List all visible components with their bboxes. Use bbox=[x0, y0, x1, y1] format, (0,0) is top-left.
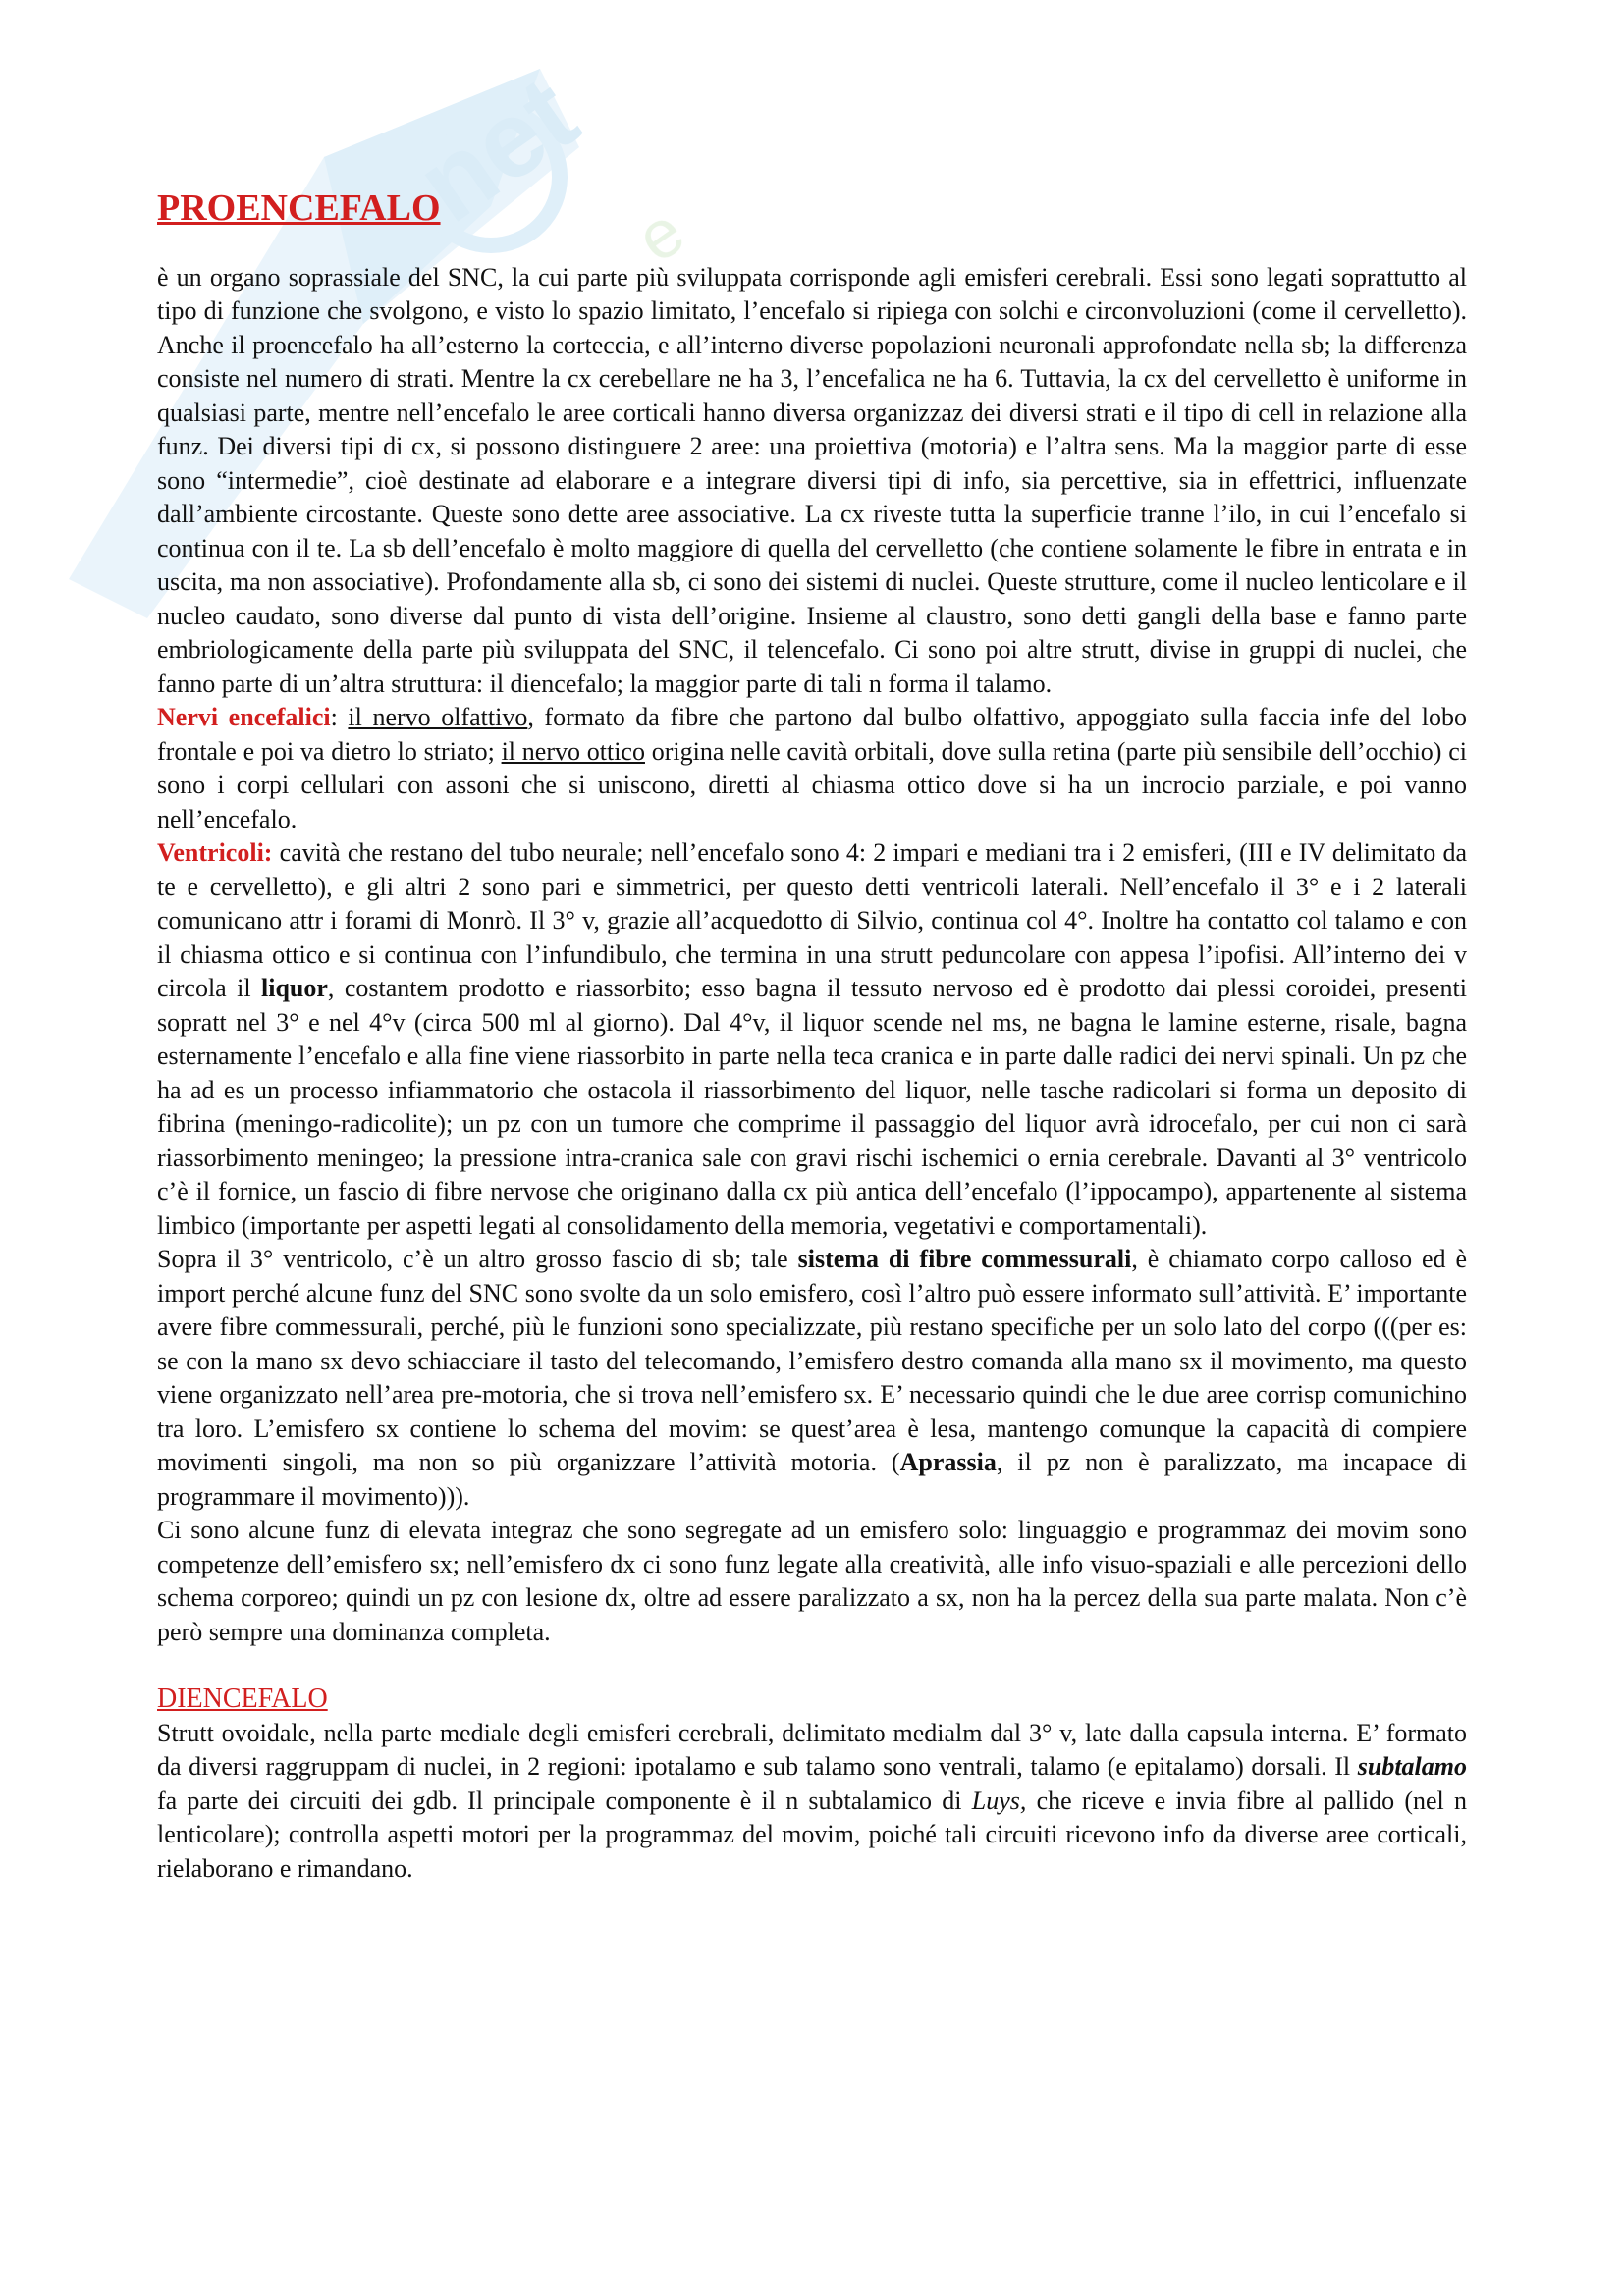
diencefalo-title: DIENCEFALO bbox=[157, 1683, 328, 1715]
label-ventricoli: Ventricoli: bbox=[157, 838, 273, 868]
document-page bbox=[157, 187, 1467, 1886]
term-luys: Luys, bbox=[971, 1786, 1027, 1815]
paragraph-ventricoli bbox=[157, 836, 1467, 1243]
text-calloso-3: , il pz non è paralizzato, ma incapace di programmare il movimento))). bbox=[157, 1448, 1468, 1511]
section-gap bbox=[157, 1649, 1467, 1682]
text-diencefalo-2: fa parte dei circuiti dei gdb. Il principale componente è il n subtalamico di bbox=[157, 1786, 972, 1815]
text-ventricoli-2: , costantem prodotto e riassorbito; esso bagna il tessuto nervoso ed è prodotto dai plessi coroidei, presenti sopratt nel 3° e nel 4°v (circa 500 ml al giorno). Dal 4°v, il liquor scende nel ms, ne bagna le lamine esterne, risale, bagna esternamente l’encefalo e alla fine viene riassorbito in parte nella teca cranica e in parte dalle radici dei nervi spinali. Un pz che ha ad es un processo infiammatorio che ostacola il riassorbimento del liquor, nelle tasche radicolari si forma un deposito di fibrina (meningo-radicolite); un pz con un tumore che comprime il passaggio del liquor avrà idrocefalo, per cui non ci sarà riassorbimento meningeo; la pressione intra-cranica sale con gravi rischi ischemici o ernia cerebrale. Davanti al 3° ventricolo c’è il fornice, un fascio di fibre nervose che originano dalla cx più antica dell’encefalo (l’ippocampo), appartenente al sistema limbico (importante per aspetti legati al consolidamento della memoria, vegetativi e comportamentali). bbox=[157, 974, 1467, 1240]
text-diencefalo-3: che riceve e invia fibre al pallido (nel n lenticolare); controlla aspetti motori per la programmaz del movim, poiché tali circuiti ricevono info da diverse aree corticali, rielaborano e rimandano. bbox=[157, 1786, 1468, 1883]
watermark-subtext: e bbox=[622, 192, 698, 278]
term-aprassia: Aprassia bbox=[899, 1448, 997, 1477]
paragraph-lateralizzazione: Ci sono alcune funz di elevata integraz che sono segregate ad un emisfero solo: linguaggio e programmaz dei movim sono competenze dell’emisfero sx; nell’emisfero dx ci sono funz legate alla creatività, alle info visuo-spaziali e alle percezioni dello schema corporeo; quindi un pz con lesione dx, oltre ad essere paralizzato a sx, non ha la percez della sua parte malata. Non c’è però sempre una dominanza completa. bbox=[157, 1516, 1467, 1646]
paragraph-diencefalo bbox=[157, 1717, 1467, 1887]
term-nervo-olfattivo: il nervo olfattivo bbox=[348, 703, 528, 732]
text-olfattivo-desc: , formato da fibre che partono dal bulbo olfattivo, appoggiato sulla faccia infe del lobo frontale e poi va dietro lo striato; bbox=[157, 703, 1467, 766]
text-diencefalo-1: Strutt ovoidale, nella parte mediale degli emisferi cerebrali, delimitato medialm dal 3° v, late dalla capsula interna. E’ formato da diversi raggruppam di nuclei, in 2 regioni: ipotalamo e sub talamo sono ventrali, talamo (e epitalamo) dorsali. Il bbox=[157, 1718, 1467, 1782]
term-liquor: liquor bbox=[261, 974, 328, 1003]
paragraph-corpo-calloso bbox=[157, 1243, 1467, 1514]
text-ventricoli-1: cavità che restano del tubo neurale; nell’encefalo sono 4: 2 impari e mediani tra i 2 emisferi, (III e IV delimitato da te e cervelletto), e gli altri 2 sono pari e simmetrici, per questo detti ventricoli laterali. Nell’encefalo il 3° e i 2 laterali comunicano attr i forami di Monrò. Il 3° v, grazie all’acquedotto di Silvio, continua col 4°. Inoltre ha contatto col talamo e con il chiasma ottico e si continua con l’infundibulo, che termina in una strutt peduncolare con appesa l’ipofisi. All’interno dei v circola il bbox=[157, 838, 1467, 1003]
page-title: PROENCEFALO bbox=[157, 187, 441, 229]
term-subtalamo: subtalamo bbox=[1357, 1752, 1467, 1782]
text-sep: : bbox=[330, 703, 349, 732]
paragraph-intro: è un organo soprassiale del SNC, la cui parte più sviluppata corrisponde agli emisferi cerebrali. Essi sono legati soprattutto al tipo di funzione che svolgono, e visto lo spazio limitato, l’encefalo si ripiega con solchi e circonvoluzioni (come il cervelletto). Anche il proencefalo ha all’esterno la corteccia, e all’interno diverse popolazioni neuronali approfondate nella sb; la differenza consiste nel numero di strati. Mentre la cx cerebellare ne ha 3, l’encefalica ne ha 6. Tuttavia, la cx del cervelletto è uniforme in qualsiasi parte, mentre nell’encefalo le aree corticali hanno diversa organizzaz dei diversi strati e il tipo di cell in relazione alla funz. Dei diversi tipi di cx, si possono distinguere 2 aree: una proiettiva (motoria) e l’altra sens. Ma la maggior parte di esse sono “intermedie”, cioè destinate ad elaborare e a integrare diversi tipi di info, sia percettive, sia in effettrici, influenzate dall’ambiente circostante. Queste sono dette aree associative. La cx riveste tutta la superficie tranne l’ilo, in cui l’encefalo si continua con il te. La sb dell’encefalo è molto maggiore di quella del cervelletto (che contiene solamente le fibre in entrata e in uscita, ma non associative). Profondamente alla sb, ci sono dei sistemi di nuclei. Queste strutture, come il nucleo lenticolare e il nucleo caudato, sono diverse dal punto di vista dell’origine. Insieme al claustro, sono detti gangli della base e fanno parte embriologicamente della parte più sviluppata del SNC, il telencefalo. Ci sono poi altre strutt, divise in gruppi di nuclei, che fanno parte di un’altra struttura: il diencefalo; la maggior parte di tali n forma il talamo. bbox=[157, 262, 1467, 698]
text-ottico-desc: origina nelle cavità orbitali, dove sulla retina (parte più sensibile dell’occhio) ci sono i corpi cellulari con assoni che si uniscono, diretti al chiasma ottico dove si ha un incrocio parziale, e poi vanno nell’encefalo. bbox=[157, 736, 1467, 833]
paragraph-nervi-encefalici bbox=[157, 701, 1467, 836]
label-nervi-encefalici: Nervi encefalici bbox=[157, 703, 331, 732]
watermark-text: net bbox=[396, 53, 598, 245]
term-fibre-commessurali: sistema di fibre commessurali bbox=[797, 1245, 1132, 1274]
text-calloso-2: , è chiamato corpo calloso ed è import perché alcune funz del SNC sono svolte da un solo emisfero, così l’altro può essere informato sull’attività. E’ importante avere fibre commessurali, perché, più le funzioni sono specializzate, più restano specifiche per un solo lato del corpo (((per es: se con la mano sx devo schiacciare il tasto del telecomando, l’emisfero destro comanda alla mano sx il movimento, ma questo viene organizzato nell’area pre-motoria, che si trova nell’emisfero sx. E’ necessario quindi che le due aree corrisp comunichino tra loro. L’emisfero sx contiene lo schema del movim: se quest’area è lesa, mantengo comunque la capacità di compiere movimenti singoli, ma non so più organizzare l’attività motoria. ( bbox=[157, 1245, 1467, 1477]
term-nervo-ottico: il nervo ottico bbox=[501, 736, 645, 766]
heading-diencefalo bbox=[157, 1682, 1467, 1717]
text-calloso-1: Sopra il 3° ventricolo, c’è un altro grosso fascio di sb; tale bbox=[157, 1245, 798, 1274]
